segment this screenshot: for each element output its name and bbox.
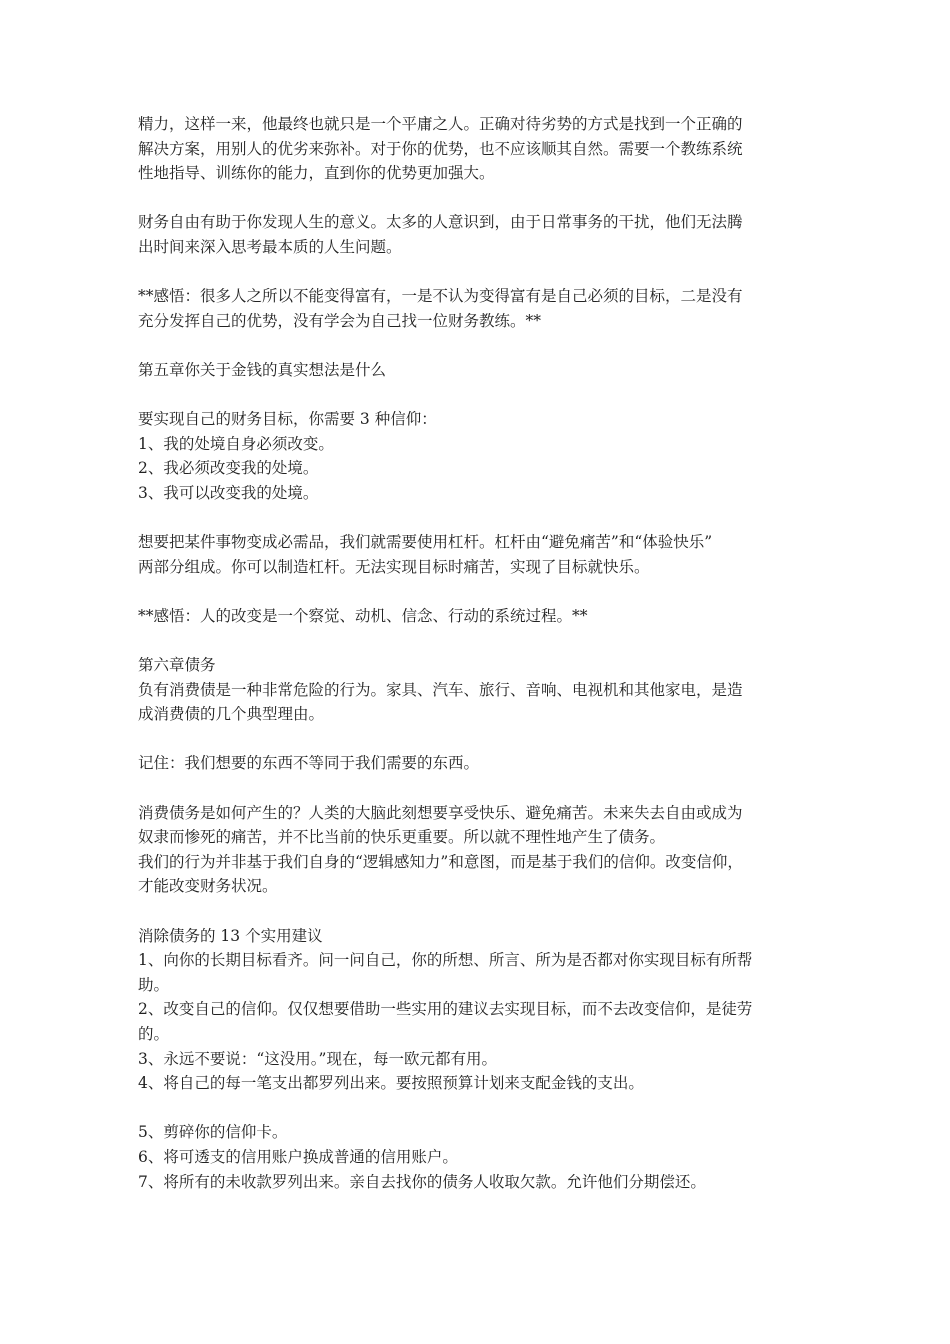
paragraph-line: 精力，这样一来，他最终也就只是一个平庸之人。正确对待劣势的方式是找到一个正确的 (138, 115, 743, 133)
paragraph-line: 要实现自己的财务目标，你需要 3 种信仰： (138, 410, 437, 429)
list-item: 3、永远不要说：“这没用。”现在，每一欧元都有用。 (138, 1049, 497, 1068)
list-item-continuation: 助。 (138, 975, 170, 994)
list-item: 6、将可透支的信用账户换成普通的信用账户。 (138, 1147, 458, 1166)
chapter-heading: 第五章你关于金钱的真实想法是什么 (138, 360, 387, 379)
section-heading: 消除债务的 13 个实用建议 (138, 926, 323, 945)
list-item: 1、向你的长期目标看齐。问一问自己，你的所想、所言、所为是否都对你实现目标有所帮 (138, 951, 753, 970)
paragraph-gap (138, 579, 828, 604)
list-item: 1、我的处境自身必须改变。 (138, 434, 334, 453)
paragraph-line: 两部分组成。你可以制造杠杆。无法实现目标时痛苦，实现了目标就快乐。 (138, 557, 650, 576)
insight-line: **感悟：人的改变是一个察觉、动机、信念、行动的系统过程。** (138, 606, 588, 625)
paragraph-line: 想要把某件事物变成必需品，我们就需要使用杠杆。杠杆由“避免痛苦”和“体验快乐” (138, 533, 713, 552)
paragraph-line: 性地指导、训练你的能力，直到你的优势更加强大。 (138, 164, 495, 183)
paragraph-gap (138, 383, 828, 408)
paragraph-line: 我们的行为并非基于我们自身的“逻辑感知力”和意图，而是基于我们的信仰。改变信仰， (138, 852, 743, 871)
paragraph-line: 成消费债的几个典型理由。 (138, 705, 325, 724)
paragraph-gap (138, 727, 828, 752)
paragraph-line: 解决方案，用别人的优劣来弥补。对于你的优势，也不应该顺其自然。需要一个教练系统 (138, 139, 743, 158)
list-item: 2、改变自己的信仰。仅仅想要借助一些实用的建议去实现目标，而不去改变信仰，是徒劳 (138, 1000, 753, 1019)
paragraph-gap (138, 776, 828, 801)
paragraph-line: 负有消费债是一种非常危险的行为。家具、汽车、旅行、音响、电视机和其他家电，是造 (138, 680, 743, 699)
list-item: 3、我可以改变我的处境。 (138, 483, 319, 502)
insight-line: 充分发挥自己的优势，没有学会为自己找一位财务教练。** (138, 311, 542, 330)
paragraph-gap (138, 506, 828, 531)
paragraph-gap (138, 1096, 828, 1121)
list-item: 7、将所有的未收款罗列出来。亲自去找你的债务人收取欠款。允许他们分期偿还。 (138, 1172, 706, 1191)
paragraph-gap (138, 186, 828, 211)
paragraph-line: 财务自由有助于你发现人生的意义。太多的人意识到，由于日常事务的干扰，他们无法腾 (138, 213, 743, 232)
insight-line: **感悟：很多人之所以不能变得富有，一是不认为变得富有是自己必须的目标，二是没有 (138, 287, 743, 306)
list-item-continuation: 的。 (138, 1024, 170, 1043)
paragraph-line: 消费债务是如何产生的？人类的大脑此刻想要享受快乐、避免痛苦。未来失去自由或成为 (138, 803, 743, 822)
paragraph-gap (138, 899, 828, 924)
paragraph-line: 奴隶而惨死的痛苦，并不比当前的快乐更重要。所以就不理性地产生了债务。 (138, 828, 666, 847)
document-body (138, 112, 828, 1194)
paragraph-gap (138, 628, 828, 653)
paragraph-gap (138, 333, 828, 358)
chapter-heading: 第六章债务 (138, 656, 216, 675)
paragraph-line: 出时间来深入思考最本质的人生问题。 (138, 237, 402, 256)
paragraph-gap (138, 260, 828, 285)
paragraph-line: 才能改变财务状况。 (138, 877, 278, 896)
list-item: 4、将自己的每一笔支出都罗列出来。要按照预算计划来支配金钱的支出。 (138, 1074, 644, 1093)
paragraph-line: 记住：我们想要的东西不等同于我们需要的东西。 (138, 754, 480, 773)
list-item: 2、我必须改变我的处境。 (138, 459, 319, 478)
list-item: 5、剪碎你的信仰卡。 (138, 1123, 288, 1142)
